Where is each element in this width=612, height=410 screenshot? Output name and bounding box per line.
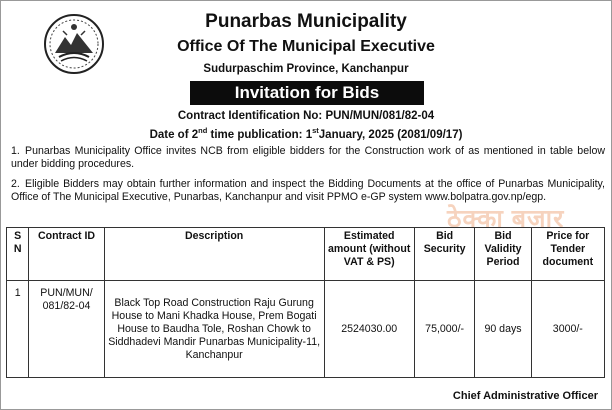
table-header-row	[7, 228, 605, 281]
publication-date: Date of 2nd time publication: 1stJanuary, 2025 (2081/09/17)	[149, 126, 463, 141]
contract-identification: Contract Identification No: PUN/MUN/081/82-04	[177, 110, 435, 122]
province-line: Sudurpaschim Province, Kanchanpur	[203, 63, 409, 75]
cell-security: 75,000/-	[414, 281, 475, 378]
cell-contract-id: PUN/MUN/ 081/82-04	[29, 281, 104, 378]
paragraph-1: 1. Punarbas Municipality Office invites NCB from eligible bidders for the Construction work of as mentioned in table below under bidding procedures.	[11, 145, 605, 170]
header-price: Price for Tender document	[531, 228, 604, 281]
header-bid-security: Bid Security	[414, 228, 475, 281]
cell-validity: 90 days	[475, 281, 531, 378]
table-row	[7, 281, 605, 378]
cell-amount: 2524030.00	[324, 281, 414, 378]
cell-description: Black Top Road Construction Raju Gurung House to Mani Khadka House, Prem Bogati House to Baudha Tole, Roshan Chowk to Siddhadevi Mandir Punarbas Municipality-11, Kanchanpur	[104, 281, 324, 378]
cell-sn: 1	[7, 281, 29, 378]
signatory: Chief Administrative Officer	[452, 390, 598, 402]
bids-table	[6, 227, 605, 378]
header-bid-validity: Bid Validity Period	[475, 228, 531, 281]
watermark-logo: ठेक्का बजार	[447, 205, 565, 233]
cell-price: 3000/-	[531, 281, 604, 378]
organization-name: Punarbas Municipality	[205, 11, 407, 32]
office-name: Office Of The Municipal Executive	[177, 38, 435, 55]
paragraph-2: 2. Eligible Bidders may obtain further information and inspect the Bidding Documents at the office of Punarbas Municipality, Office of The Municipal Executive, Punarbas, Kanchanpur and visit PPMO e-GP system www.bolpatra.gov.np/egp.	[11, 178, 605, 203]
header-description: Description	[104, 228, 324, 281]
notice-banner: Invitation for Bids	[190, 81, 424, 105]
header-contract-id: Contract ID	[29, 228, 104, 281]
header-sn: S N	[7, 228, 29, 281]
header-estimated-amount: Estimated amount (without VAT & PS)	[324, 228, 414, 281]
